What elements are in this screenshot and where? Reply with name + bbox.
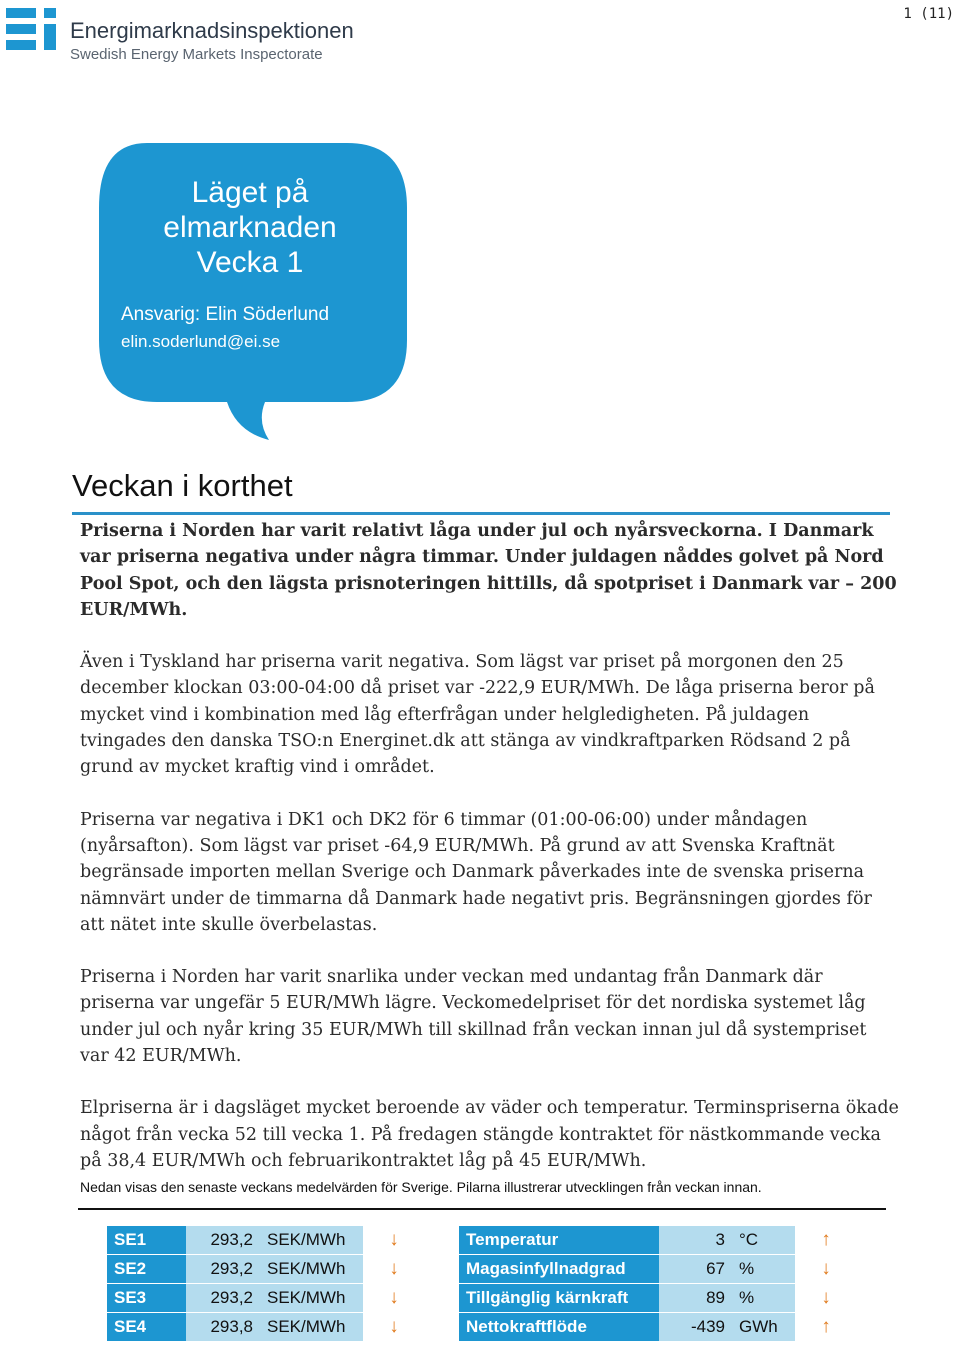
title-line: Läget på [191, 176, 309, 209]
price-unit: SEK/MWh [259, 1255, 363, 1283]
metric-value: 3 [659, 1226, 731, 1254]
metric-unit: °C [731, 1226, 795, 1254]
metric-label: Magasinfyllnadgrad [459, 1255, 659, 1283]
body-text [80, 518, 900, 1200]
summary-note: Nedan visas den senaste veckans medelvärden för Sverige. Pilarna illustrerar utvecklingen från veckan innan. [80, 1179, 762, 1195]
arrow-down-icon: ↓ [389, 1229, 399, 1250]
page-number: 1 (11) [903, 6, 954, 22]
metric-label: Nettokraftflöde [459, 1313, 659, 1341]
table-divider [78, 1208, 886, 1210]
area-label: SE3 [107, 1284, 186, 1312]
area-label: SE1 [107, 1226, 186, 1254]
area-label: SE2 [107, 1255, 186, 1283]
paragraph: Elpriserna är i dagsläget mycket beroende av väder och temperatur. Terminspriserna ökade något från vecka 52 till vecka 1. På fredagen stängde kontraktet för nästkommande vecka på 38,4 EUR/MWh och februarikontraktet låg på 45 EUR/MWh. [80, 1098, 899, 1171]
title-line: Vecka 1 [196, 246, 304, 279]
price-table [107, 1223, 407, 1341]
metric-label: Temperatur [459, 1226, 659, 1254]
arrow-down-icon: ↓ [821, 1258, 831, 1279]
metric-value: 67 [659, 1255, 731, 1283]
heading-divider [72, 512, 890, 515]
metric-unit: % [731, 1255, 795, 1283]
price-value: 293,2 [186, 1284, 259, 1312]
metrics-table [459, 1223, 849, 1341]
price-unit: SEK/MWh [259, 1226, 363, 1254]
arrow-down-icon: ↓ [389, 1258, 399, 1279]
arrow-down-icon: ↓ [821, 1287, 831, 1308]
arrow-down-icon: ↓ [389, 1316, 399, 1337]
price-value: 293,2 [186, 1226, 259, 1254]
area-label: SE4 [107, 1313, 186, 1341]
metric-value: -439 [659, 1313, 731, 1341]
metric-unit: % [731, 1284, 795, 1312]
metric-unit: GWh [731, 1313, 795, 1341]
price-unit: SEK/MWh [259, 1313, 363, 1341]
paragraph: Även i Tyskland har priserna varit negativa. Som lägst var priset på morgonen den 25 december klockan 03:00-04:00 då priset var -222,9 EUR/MWh. De låga priserna beror på mycket vind i kombination med låg efterfrågan under helgledigheten. På juldagen tvingades den danska TSO:n Energinet.dk att stänga av vindkraftparken Rödsand 2 på grund av mycket kraftig vind i området. [80, 652, 875, 778]
org-subtitle: Swedish Energy Markets Inspectorate [70, 46, 323, 63]
metric-value: 89 [659, 1284, 731, 1312]
price-unit: SEK/MWh [259, 1284, 363, 1312]
email-link[interactable]: elin.soderlund@ei.se [121, 332, 281, 351]
arrow-down-icon: ↓ [389, 1287, 399, 1308]
logo-mark-icon [4, 6, 64, 58]
responsible: Ansvarig: Elin Söderlund [121, 304, 330, 325]
title-line: elmarknaden [163, 211, 337, 244]
paragraph: Priserna var negativa i DK1 och DK2 för 6 timmar (01:00-06:00) under måndagen (nyårsafton). Som lägst var priset -64,9 EUR/MWh. På grund av att Svenska Kraftnät begränsade importen mellan Sverige och Danmark påverkades inte de svenska priserna nämnvärt under de timmarna då Danmark hade negativt pris. Begränsningen gjordes för att nätet inte skulle överbelastas. [80, 809, 872, 935]
arrow-up-icon: ↑ [821, 1229, 831, 1250]
section-heading: Veckan i korthet [72, 468, 293, 503]
price-value: 293,2 [186, 1255, 259, 1283]
price-value: 293,8 [186, 1313, 259, 1341]
arrow-up-icon: ↑ [821, 1316, 831, 1337]
paragraph: Priserna i Norden har varit relativt låga under jul och nyårsveckorna. I Danmark var priserna negativa under några timmar. Under juldagen nåddes golvet på Nord Pool Spot, och den lägsta prisnoteringen hittills, då spotpriset i Danmark var – 200 EUR/MWh. [80, 521, 897, 620]
org-name: Energimarknadsinspektionen [70, 18, 354, 43]
logo [4, 6, 354, 63]
metric-label: Tillgänglig kärnkraft [459, 1284, 659, 1312]
bubble-title [100, 175, 400, 280]
paragraph: Priserna i Norden har varit snarlika under veckan med undantag från Danmark där priserna var ungefär 5 EUR/MWh lägre. Veckomedelpriset för det nordiska systemet låg under jul och nyår kring 35 EUR/MWh till skillnad från veckan innan jul då systempriset var 42 EUR/MWh. [80, 967, 867, 1067]
